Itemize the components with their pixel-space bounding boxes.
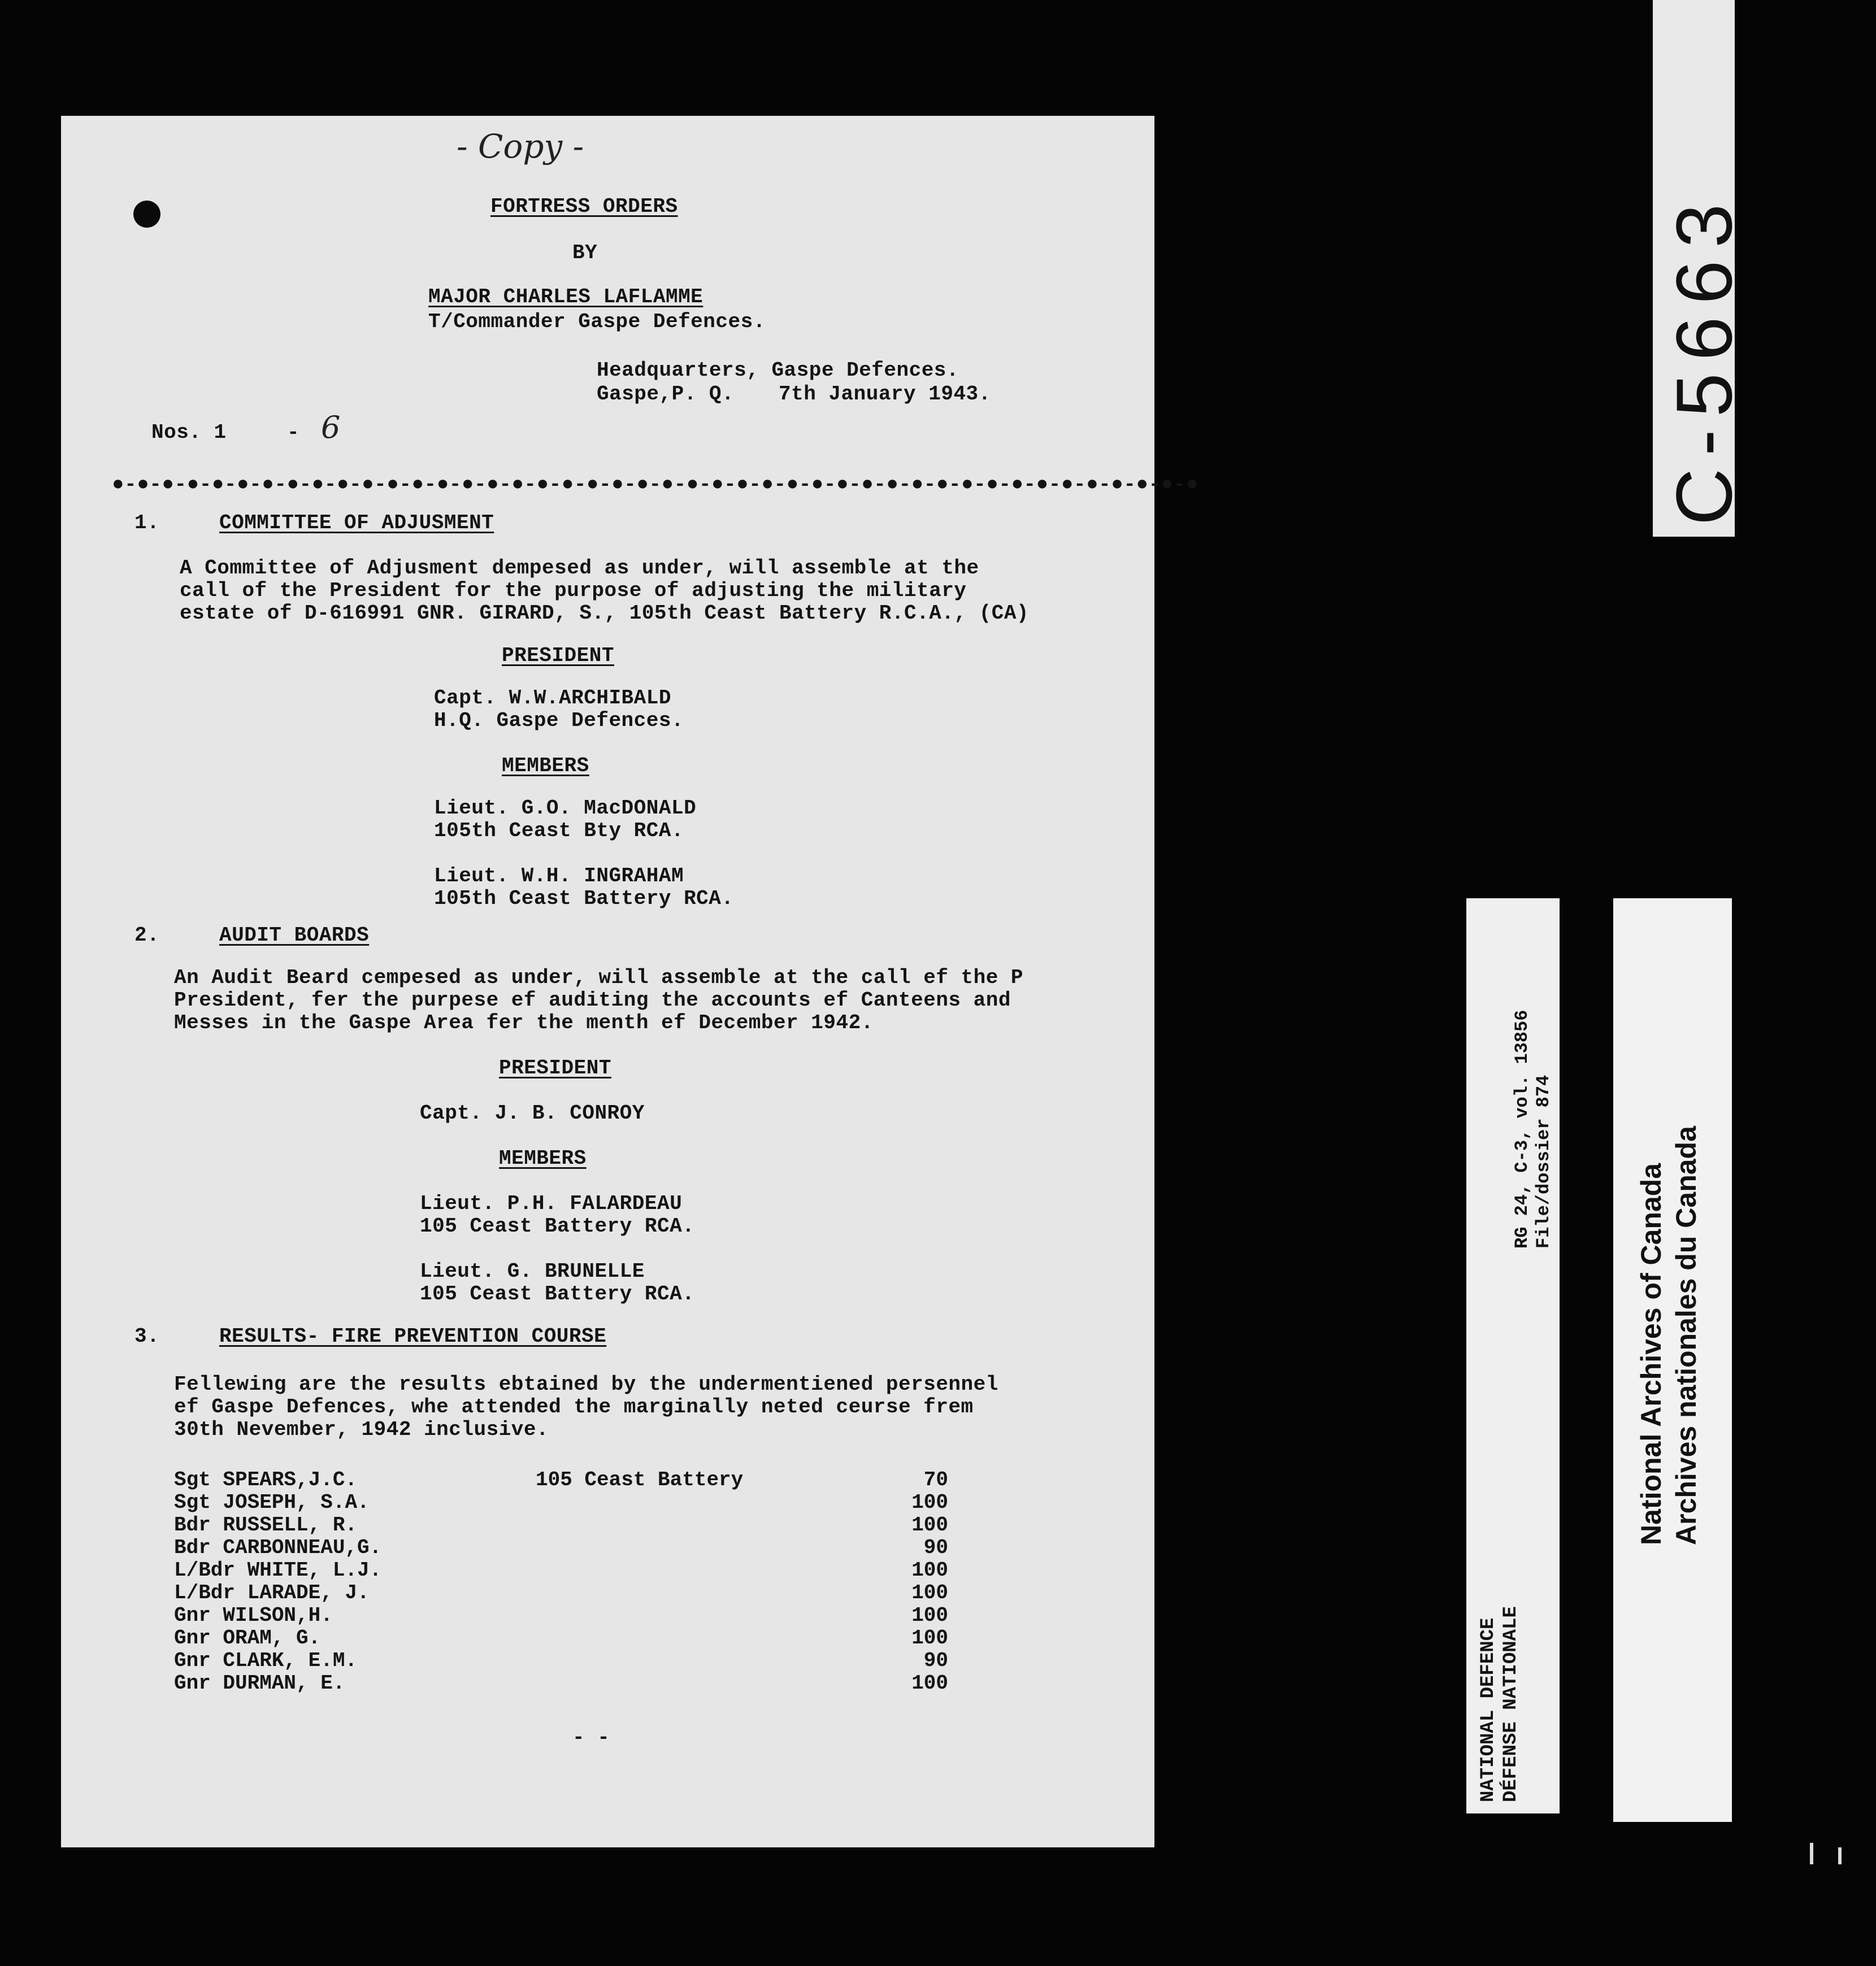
section-1-body-line: A Committee of Adjusment dempesed as under, will assemble at the <box>180 556 979 580</box>
result-name: L/Bdr WHITE, L.J. <box>174 1559 382 1582</box>
table-row <box>174 1469 948 1491</box>
reel-number: C-5663 <box>1660 191 1748 525</box>
result-score: 100 <box>911 1604 948 1627</box>
result-name: Gnr WILSON,H. <box>174 1604 333 1627</box>
punch-hole <box>133 201 160 228</box>
section-2-members-label: MEMBERS <box>499 1147 587 1170</box>
table-row <box>174 1559 948 1582</box>
table-row <box>174 1514 948 1537</box>
section-1-number: 1. <box>134 511 160 534</box>
result-score: 100 <box>911 1491 948 1514</box>
section-1-member-1-unit: 105th Ceast Bty RCA. <box>434 819 684 842</box>
national-archives-label <box>1613 898 1732 1822</box>
archive-stamp-line-1: National Archives of Canada <box>1635 1163 1667 1545</box>
section-1-member-2-name: Lieut. W.H. INGRAHAM <box>434 864 684 888</box>
archive-ref-line-1: RG 24, C-3, vol. 13856 <box>1512 1010 1532 1249</box>
officer-role: T/Commander Gaspe Defences. <box>428 310 766 333</box>
result-name: L/Bdr LARADE, J. <box>174 1581 370 1604</box>
archive-ref-line-2: File/dossier 874 <box>1533 1075 1554 1249</box>
section-1-president-label: PRESIDENT <box>502 644 614 667</box>
section-2-president-label: PRESIDENT <box>499 1056 611 1080</box>
result-score: 90 <box>923 1536 948 1559</box>
separator-line: ●-●-●-●-●-●-●-●-●-●-●-●-●-●-●-●-●-●-●-●-●-●-●-●-●-●-●-●-●-●-●-●-●-●-●-●-●-●-●-●-●-●-●-● <box>112 473 1199 496</box>
table-row <box>174 1627 948 1650</box>
handwritten-copy-note: - Copy - <box>457 127 584 166</box>
section-2-body-line: Messes in the Gaspe Area fer the menth ef December 1942. <box>174 1011 874 1034</box>
section-1-members-label: MEMBERS <box>502 754 589 777</box>
section-2-member-2-unit: 105 Ceast Battery RCA. <box>420 1282 695 1306</box>
result-score: 100 <box>911 1581 948 1604</box>
section-2-member-1-unit: 105 Ceast Battery RCA. <box>420 1215 695 1238</box>
film-mark <box>1838 1847 1842 1864</box>
archive-reference-label <box>1466 898 1560 1813</box>
archive-stamp-line-2: Archives nationales du Canada <box>1670 1126 1702 1545</box>
result-score: 100 <box>911 1513 948 1537</box>
officer-name: MAJOR CHARLES LAFLAMME <box>428 285 704 308</box>
result-unit: 105 Ceast Battery <box>536 1468 744 1491</box>
section-3-heading: RESULTS- FIRE PREVENTION COURSE <box>219 1325 607 1348</box>
hq-location: Headquarters, Gaspe Defences. <box>597 359 959 382</box>
section-2-heading: AUDIT BOARDS <box>219 924 370 947</box>
section-2-member-1-name: Lieut. P.H. FALARDEAU <box>420 1192 683 1215</box>
table-row <box>174 1604 948 1627</box>
result-name: Gnr ORAM, G. <box>174 1626 321 1650</box>
section-1-body-line: call of the President for the purpose of adjusting the military <box>180 579 967 602</box>
section-2-number: 2. <box>134 924 160 947</box>
film-mark <box>1810 1843 1813 1864</box>
result-name: Sgt JOSEPH, S.A. <box>174 1491 370 1514</box>
section-3-body-line: 30th Nevember, 1942 inclusive. <box>174 1418 549 1441</box>
result-name: Gnr CLARK, E.M. <box>174 1649 358 1672</box>
document-title: FORTRESS ORDERS <box>490 195 678 218</box>
footer-mark: - - <box>572 1726 610 1749</box>
section-3-body-line: ef Gaspe Defences, whe attended the marginally neted ceurse frem <box>174 1395 974 1419</box>
result-name: Bdr CARBONNEAU,G. <box>174 1536 382 1559</box>
section-2-president-name: Capt. J. B. CONROY <box>420 1102 645 1125</box>
archive-dept-line-1: NATIONAL DEFENCE <box>1478 1617 1499 1802</box>
result-score: 100 <box>911 1672 948 1695</box>
order-numbers-dash: - <box>287 421 300 444</box>
result-score: 90 <box>923 1649 948 1672</box>
section-1-president-unit: H.Q. Gaspe Defences. <box>434 709 684 732</box>
table-row <box>174 1650 948 1672</box>
table-row <box>174 1491 948 1514</box>
result-score: 100 <box>911 1559 948 1582</box>
section-3-body-line: Fellewing are the results ebtained by the undermentiened persennel <box>174 1373 998 1396</box>
result-name: Sgt SPEARS,J.C. <box>174 1468 358 1491</box>
result-name: Bdr RUSSELL, R. <box>174 1513 358 1537</box>
section-1-heading: COMMITTEE OF ADJUSMENT <box>219 511 494 534</box>
order-numbers: Nos. 1 <box>151 421 227 444</box>
section-1-body-line: estate of D-616991 GNR. GIRARD, S., 105th Ceast Battery R.C.A., (CA) <box>180 602 1030 625</box>
reel-number-strip <box>1653 0 1748 537</box>
section-1-president-name: Capt. W.W.ARCHIBALD <box>434 686 671 710</box>
table-row <box>174 1672 948 1695</box>
section-1-member-2-unit: 105th Ceast Battery RCA. <box>434 887 734 910</box>
order-numbers-end: 6 <box>321 410 341 445</box>
section-2-member-2-name: Lieut. G. BRUNELLE <box>420 1260 645 1283</box>
order-date: 7th January 1943. <box>779 382 991 406</box>
section-3-number: 3. <box>134 1325 160 1348</box>
section-2-body-line: An Audit Beard cempesed as under, will assemble at the call ef the P <box>174 966 1024 989</box>
section-2-body-line: President, fer the purpese ef auditing the accounts ef Canteens and <box>174 989 1011 1012</box>
archive-dept-line-2: DÉFENSE NATIONALE <box>1500 1606 1522 1802</box>
result-name: Gnr DURMAN, E. <box>174 1672 345 1695</box>
section-1-member-1-name: Lieut. G.O. MacDONALD <box>434 797 697 820</box>
result-score: 70 <box>923 1468 948 1491</box>
by-line: BY <box>572 241 598 264</box>
table-row <box>174 1582 948 1604</box>
hq-place: Gaspe,P. Q. <box>597 382 735 406</box>
table-row <box>174 1537 948 1559</box>
result-score: 100 <box>911 1626 948 1650</box>
document-page <box>61 116 1199 1847</box>
